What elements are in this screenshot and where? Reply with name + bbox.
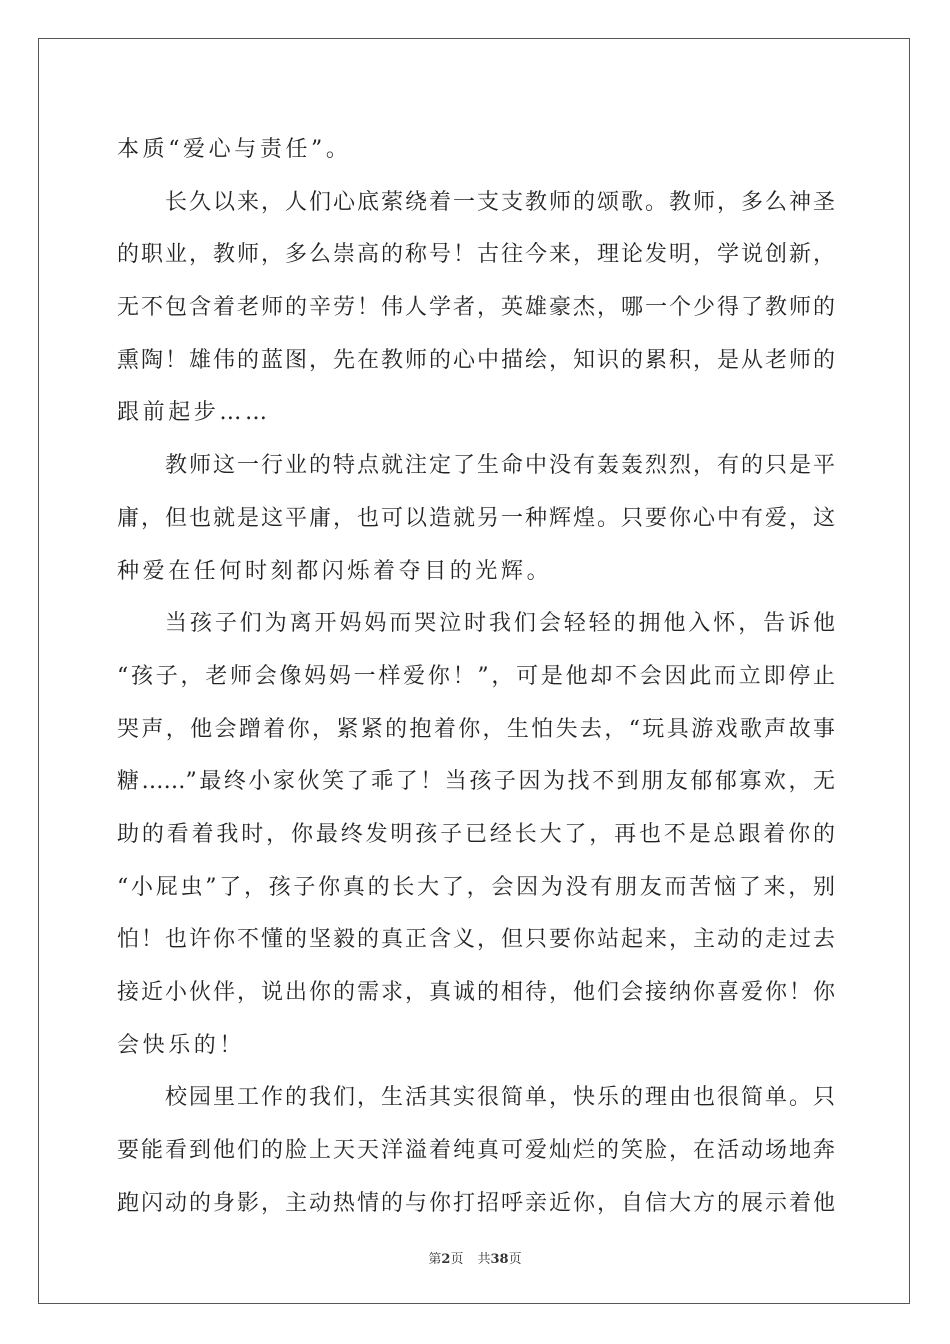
text-line: 跑闪动的身影，主动热情的与你打招呼亲近你，自信大方的展示着他 bbox=[117, 1190, 835, 1216]
text-line: 助的看着我时，你最终发明孩子已经长大了，再也不是总跟着你的 bbox=[117, 821, 835, 847]
text-line: 的职业，教师，多么崇高的称号！古往今来，理论发明，学说创新， bbox=[117, 242, 835, 268]
text-line: 种爱在任何时刻都闪烁着夺目的光辉。 bbox=[117, 558, 553, 584]
text-line: 会快乐的！ bbox=[117, 1032, 246, 1058]
document-body bbox=[117, 124, 835, 1230]
total-prefix: 共 bbox=[477, 1252, 491, 1267]
text-line: 教师这一行业的特点就注定了生命中没有轰轰烈烈，有的只是平 bbox=[165, 453, 835, 479]
text-line: 本质“爱心与责任”。 bbox=[117, 137, 352, 162]
total-suffix: 页 bbox=[508, 1252, 522, 1267]
text-line: 校园里工作的我们，生活其实很简单，快乐的理由也很简单。只 bbox=[165, 1085, 835, 1111]
text-line: 接近小伙伴，说出你的需求，真诚的相待，他们会接纳你喜爱你！你 bbox=[117, 980, 835, 1005]
text-line: 当孩子们为离开妈妈而哭泣时我们会轻轻的拥他入怀，告诉他 bbox=[165, 611, 835, 637]
text-line: 跟前起步…… bbox=[117, 400, 271, 426]
text-line: “孩子，老师会像妈妈一样爱你！”，可是他却不会因此而立即停止 bbox=[117, 663, 835, 689]
page-suffix: 页 bbox=[450, 1252, 464, 1267]
text-line: 熏陶！雄伟的蓝图，先在教师的心中描绘，知识的累积，是从老师的 bbox=[117, 347, 835, 373]
text-line: “小屁虫”了，孩子你真的长大了，会因为没有朋友而苦恼了来，别 bbox=[117, 874, 835, 900]
page-footer bbox=[0, 1248, 950, 1267]
text-line: 长久以来，人们心底萦绕着一支支教师的颂歌。教师，多么神圣 bbox=[165, 189, 835, 215]
text-line: 怕！也许你不懂的坚毅的真正含义，但只要你站起来，主动的走过去 bbox=[117, 927, 835, 953]
text-line: 无不包含着老师的辛劳！伟人学者，英雄豪杰，哪一个少得了教师的 bbox=[117, 295, 835, 321]
total-pages: 38 bbox=[490, 1252, 509, 1267]
text-line: 庸，但也就是这平庸，也可以造就另一种辉煌。只要你心中有爱，这 bbox=[117, 505, 835, 531]
page-prefix: 第 bbox=[428, 1252, 442, 1267]
text-line: 要能看到他们的脸上天天洋溢着纯真可爱灿烂的笑脸，在活动场地奔 bbox=[117, 1138, 835, 1164]
page-number: 2 bbox=[441, 1252, 451, 1267]
text-line: 糖……”最终小家伙笑了乖了！当孩子因为找不到朋友郁郁寡欢，无 bbox=[117, 769, 835, 795]
text-line: 哭声，他会蹭着你，紧紧的抱着你，生怕失去，“玩具游戏歌声故事 bbox=[117, 716, 835, 742]
